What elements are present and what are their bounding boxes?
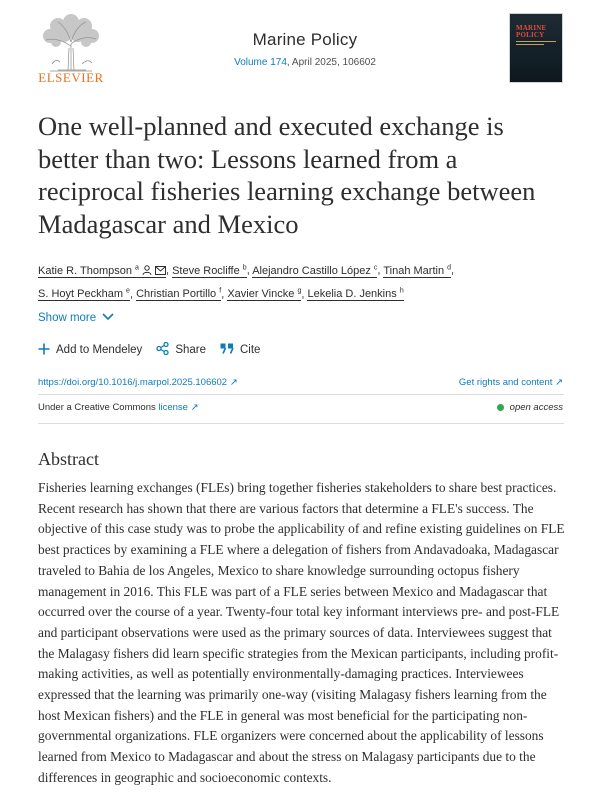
author-link[interactable]: Steve Rocliffe $^b$ [172, 264, 247, 277]
publisher-name: ELSEVIER [38, 70, 104, 85]
divider [38, 394, 564, 395]
open-access-dot-icon [497, 404, 504, 411]
author-link[interactable]: Alejandro Castillo López $^c$ [252, 264, 378, 277]
tree-logo-icon [38, 14, 104, 72]
journal-volume [200, 57, 410, 68]
author-link[interactable]: Tinah Martin $^d$ [383, 264, 452, 277]
license-notice: Under a Creative Commons license ↗ [38, 402, 199, 413]
divider [38, 423, 564, 424]
journal-cover[interactable] [510, 14, 562, 82]
external-link-icon: ↗ [190, 402, 199, 413]
abstract-text: Fisheries learning exchanges (FLEs) bring together fisheries stakeholders to share best practices. Recent research has shown that there are various factors that determine a FLE's success. The objective of this case study was to probe the applicability of and refine existing guidelines on FLE best practices by examining a FLE where a delegation of fishers from Andavadoaka, Madagascar traveled to Bahia de los Angeles, Mexico to share knowledge surrounding octopus fishery management in 2016. This FLE was part of a FLE series between Mexico and Madagascar that occurred over the course of a year. Twenty-four total key informant interviews pre- and post-FLE and participant observations were used as the primary sources of data. Interviewees suggest that the Malagasy fishers did learn specific strategies from the Mexican participants, including profit-making activities, as well as potentially environmentally-damaging practices. Interviewees expressed that the learning was primarily one-way (visiting Malagasy fishers learning from the host Mexican fishers) and the FLE in general was most beneficial for the participating non-governmental organizations. FLE organizers were concerned about the applicability of lessons learned from Mexico to Madagascar and about the stress on Malagasy participants due to the differences in geographic and socioeconomic contexts. [38, 480, 565, 785]
add-to-mendeley-button[interactable]: Add to Mendeley [38, 342, 142, 358]
article-actions [38, 342, 260, 358]
author-list: Katie R. Thompson $^a$ , Steve Rocliffe $^b$, Alejandro Castillo López $^c$, Tinah Martin $^d$, S. Hoyt Peckham $^e$, Christian Portillo $^f$, Xavier Vincke $^g$, Lekelia D. Jenkins $^h$ [38, 258, 568, 304]
abstract-heading: Abstract [38, 449, 99, 469]
author-link[interactable]: S. Hoyt Peckham $^e$ [38, 287, 130, 301]
plus-icon [38, 343, 50, 358]
issue-info: , April 2025, 106602 [286, 57, 376, 68]
external-link-icon: ↗ [229, 377, 238, 388]
show-more-label: Show more [38, 312, 97, 324]
share-icon [156, 342, 169, 358]
author-link[interactable]: Christian Portillo $^f$ [136, 287, 222, 301]
article-title: One well-planned and executed exchange is better than two: Lessons learned from a reciprocal fisheries learning exchange between Madagascar and Mexico [38, 111, 536, 239]
author-link[interactable]: Katie R. Thompson $^a$ [38, 265, 166, 278]
share-button[interactable]: Share [156, 342, 206, 358]
journal-header [200, 30, 410, 68]
cover-rule [516, 41, 556, 42]
author-link[interactable]: Lekelia D. Jenkins $^h$ [307, 287, 404, 301]
doi-link[interactable]: https://doi.org/10.1016/j.marpol.2025.106602 ↗ [38, 377, 238, 388]
quote-icon [220, 343, 234, 357]
cover-title: MARINE POLICY [516, 24, 547, 39]
show-more-button[interactable] [38, 312, 114, 324]
external-link-icon: ↗ [555, 377, 563, 388]
license-link[interactable]: license ↗ [158, 402, 199, 413]
cite-button[interactable]: Cite [220, 342, 260, 358]
chevron-down-icon [102, 312, 114, 324]
volume-link[interactable]: Volume 174 [234, 57, 287, 68]
author-link[interactable]: Xavier Vincke $^g$ [227, 287, 302, 301]
open-access-badge: open access [497, 402, 563, 413]
cover-rule [516, 44, 544, 45]
email-icon [155, 262, 166, 282]
person-icon [142, 262, 152, 282]
journal-title[interactable]: Marine Policy [252, 30, 358, 49]
get-rights-link[interactable]: Get rights and content ↗ [458, 377, 563, 388]
